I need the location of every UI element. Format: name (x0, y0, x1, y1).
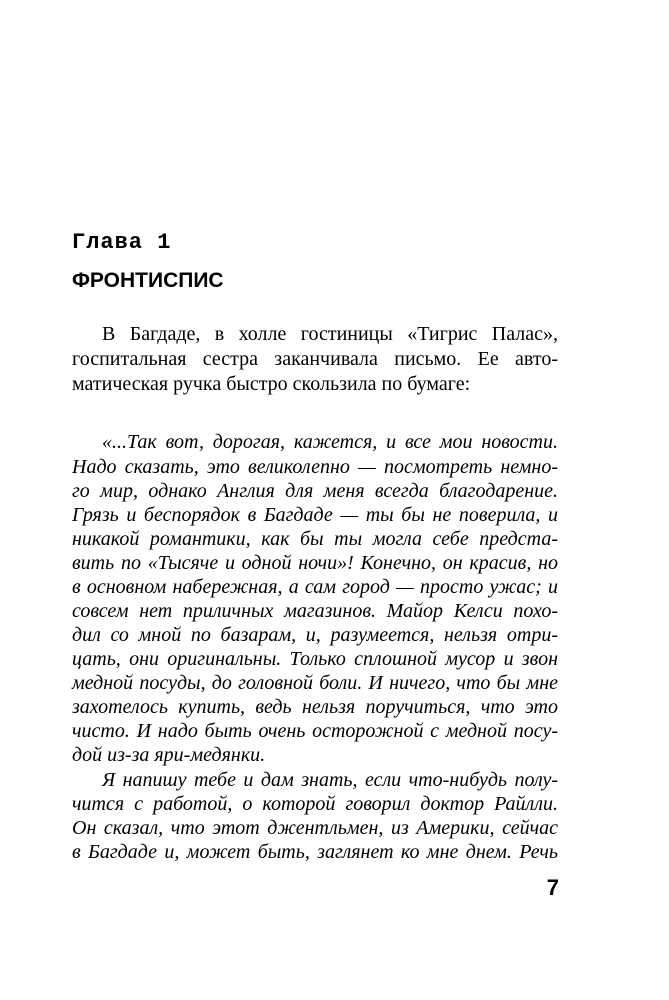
text-line: никакой романтики, как бы ты могла себе предста- (72, 528, 558, 550)
chapter-label: Глава 1 (72, 230, 172, 255)
text-line: совсем нет приличных магазинов. Майор Келси похо- (72, 600, 558, 622)
text-line: Надо сказать, это великолепно — посмотреть немно- (72, 456, 558, 478)
text-line: медной посуды, до головной боли. И ничего, что бы мне (72, 672, 558, 694)
text-line: в Багдаде и, может быть, заглянет ко мне днем. Речь (72, 841, 558, 863)
text-line: чисто. И надо быть очень осторожной с медной посу- (72, 720, 558, 742)
text-line: Грязь и беспорядок в Багдаде — ты бы не поверила, и (72, 504, 558, 526)
text-line: госпитальная сестра заканчивала письмо. Ее авто- (72, 348, 558, 370)
text-line: в основном набережная, а сам город — просто ужас; и (72, 576, 558, 598)
text-line: вить по «Тысяче и одной ночи»! Конечно, он красив, но (72, 552, 558, 574)
text-line: чится с работой, о которой говорил доктор Райлли. (72, 793, 558, 815)
text-line: Он сказал, что этот джентльмен, из Америки, сейчас (72, 817, 558, 839)
page-number: 7 (546, 875, 559, 900)
chapter-title: ФРОНТИСПИС (72, 269, 224, 292)
text-line: захотелось купить, ведь нельзя поручиться, что это (72, 696, 558, 718)
text-line: Я напишу тебе и дам знать, если что-нибудь полу- (102, 769, 558, 791)
text-line: цать, они оригинальны. Только сплошной мусор и звон (72, 648, 558, 670)
text-line: В Багдаде, в холле гостиницы «Тигрис Палас», (102, 323, 558, 345)
text-line: «...Так вот, дорогая, кажется, и все мои новости. (102, 431, 558, 453)
text-line: дой из-за яри-медянки. (72, 744, 266, 766)
text-line: дил со мной по базарам, и, разумеется, нельзя отри- (72, 624, 558, 646)
text-line: го мир, однако Англия для меня всегда благодарение. (72, 480, 558, 502)
text-line: матическая ручка быстро скользила по бумаге: (72, 373, 471, 395)
